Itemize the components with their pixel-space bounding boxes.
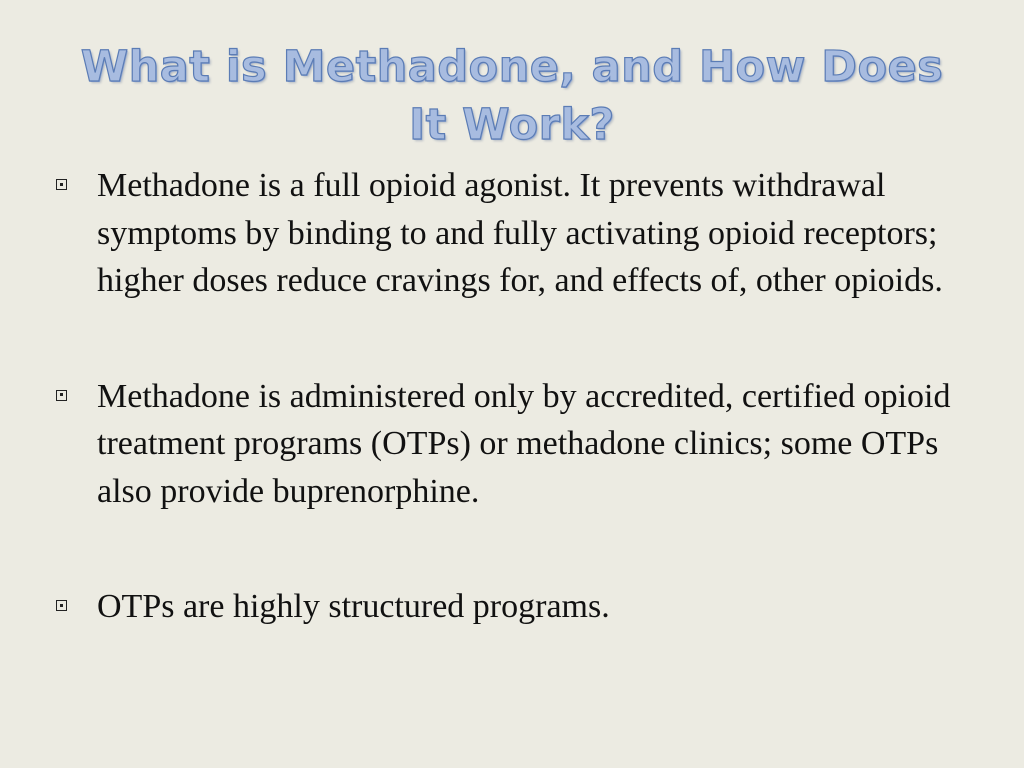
bullet-item-agonist [56,162,956,305]
bullet-text: Methadone is a full opioid agonist. It prevents withdrawal symptoms by binding to and fully activating opioid receptors; higher doses reduce cravings for, and effects of, other opioids. [97,167,943,299]
bullet-list [56,162,956,631]
bullet-text: OTPs are highly structured programs. [97,588,610,625]
bullet-text: Methadone is administered only by accredited, certified opioid treatment programs (OTPs) or methadone clinics; some OTPs also provide buprenorphine. [97,377,951,510]
square-bullet-icon [56,600,67,611]
square-bullet-icon [56,390,67,401]
bullet-item-otps [56,583,956,631]
square-bullet-icon [56,179,67,190]
slide-title: What is Methadone, and How Does It Work? [80,42,944,150]
bullet-item-administration [56,373,956,516]
